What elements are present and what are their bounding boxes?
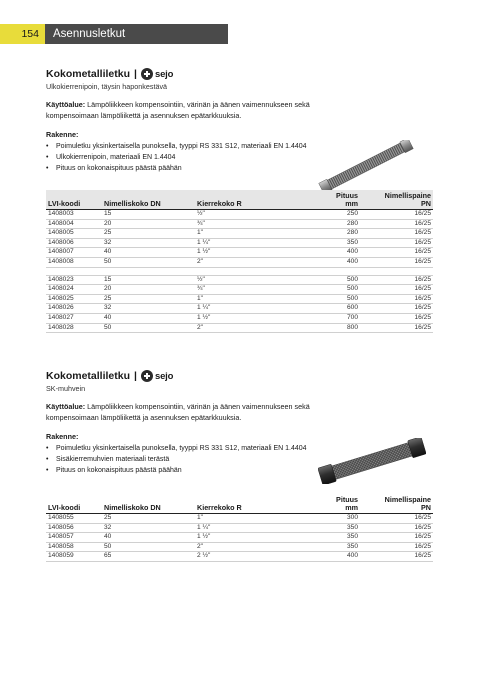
- col-header-length: Pituus mm: [293, 494, 358, 514]
- table-row: 1408057 40 1 ½" 350 16/25: [46, 533, 433, 543]
- page-number: 154: [0, 24, 45, 44]
- table-header-row: [46, 494, 433, 514]
- col-header-lvi: LVI-koodi: [46, 190, 104, 210]
- table-row: 1408056 32 1 ¼" 350 16/25: [46, 523, 433, 533]
- product-title: Kokometalliletku: [46, 68, 131, 80]
- col-header-dn: Nimelliskoko DN: [104, 190, 197, 210]
- table-spacer-row: [46, 267, 433, 275]
- usage-label: Käyttöalue:: [46, 100, 86, 109]
- usage-text: Lämpöliikkeen kompensointiin, värinän ja äänen vaimennukseen sekä kompensoimaan lämpöliikettä ja asennuksen epätarkkuuksia.: [46, 100, 310, 120]
- sejo-logo-icon: [141, 68, 153, 80]
- product-table-2-wrap: [46, 494, 433, 562]
- hose-image-threaded: [318, 140, 414, 197]
- table-row: 1408025 25 1" 500 16/25: [46, 294, 433, 304]
- title-separator: |: [134, 370, 137, 382]
- title-separator: |: [134, 68, 137, 80]
- page-header: [0, 24, 228, 44]
- list-item: • Sisäkierremuhvien materiaali terästä: [46, 454, 433, 465]
- table-row: 1408008 50 2" 400 16/25: [46, 257, 433, 267]
- table-row: 1408006 32 1 ¼" 350 16/25: [46, 238, 433, 248]
- hose-image-socket: [318, 438, 426, 489]
- product-subtitle: SK-muhvein: [46, 384, 86, 393]
- product-table-1-wrap: [46, 190, 433, 333]
- col-header-thread: Kierrekoko R: [197, 190, 293, 210]
- list-item: • Ulkokierrenipoin, materiaali EN 1.4404: [46, 152, 433, 163]
- product-table-2: [46, 494, 433, 562]
- usage-text: Lämpöliikkeen kompensointiin, värinän ja äänen vaimennukseen sekä kompensoimaan lämpöliikettä ja asennuksen epätarkkuuksia.: [46, 402, 310, 422]
- table-row: 1408007 40 1 ½" 400 16/25: [46, 248, 433, 258]
- product-title-row: [46, 370, 433, 382]
- table-row: 1408059 65 2 ½" 400 16/25: [46, 552, 433, 562]
- table-row: 1408023 15 ½" 500 16/25: [46, 275, 433, 285]
- table-row: 1408058 50 2" 350 16/25: [46, 542, 433, 552]
- list-item: • Poimuletku yksinkertaisella punoksella, tyyppi RS 331 S12, materiaali EN 1.4404: [46, 443, 433, 454]
- product-title: Kokometalliletku: [46, 370, 131, 382]
- usage-label: Käyttöalue:: [46, 402, 86, 411]
- list-item: • Pituus on kokonaispituus päästä päähän: [46, 465, 433, 476]
- list-item: • Poimuletku yksinkertaisella punoksella, tyyppi RS 331 S12, materiaali EN 1.4404: [46, 141, 433, 152]
- structure-heading: Rakenne:: [46, 130, 79, 139]
- col-header-lvi: LVI-koodi: [46, 494, 104, 514]
- table-row: 1408027 40 1 ½" 700 16/25: [46, 313, 433, 323]
- table-header-row: [46, 190, 433, 210]
- list-item: • Pituus on kokonaispituus päästä päähän: [46, 163, 433, 174]
- sejo-logo: sejo: [141, 68, 173, 80]
- col-header-pressure: Nimellispaine PN: [358, 190, 433, 210]
- col-header-thread: Kierrekoko R: [197, 494, 293, 514]
- table-row: 1408003 15 ½" 250 16/25: [46, 210, 433, 220]
- table-row: 1408026 32 1 ¼" 600 16/25: [46, 304, 433, 314]
- sejo-logo: sejo: [141, 370, 173, 382]
- sejo-logo-icon: [141, 370, 153, 382]
- product-table-1: [46, 190, 433, 333]
- table-row: 1408024 20 ¾" 500 16/25: [46, 285, 433, 295]
- table-row: 1408055 25 1" 300 16/25: [46, 514, 433, 524]
- usage-paragraph: [46, 402, 346, 423]
- usage-paragraph: [46, 100, 346, 121]
- col-header-length: Pituus mm: [293, 190, 358, 210]
- product-title-row: [46, 68, 433, 80]
- product-subtitle: Ulkokierrenipoin, täysin haponkestävä: [46, 82, 168, 91]
- table-row: 1408028 50 2" 800 16/25: [46, 323, 433, 333]
- structure-heading: Rakenne:: [46, 432, 79, 441]
- table-row: 1408004 20 ¾" 280 16/25: [46, 219, 433, 229]
- section-title: Asennusletkut: [45, 24, 228, 44]
- table-row: 1408005 25 1" 280 16/25: [46, 229, 433, 239]
- col-header-dn: Nimelliskoko DN: [104, 494, 197, 514]
- col-header-pressure: Nimellispaine PN: [358, 494, 433, 514]
